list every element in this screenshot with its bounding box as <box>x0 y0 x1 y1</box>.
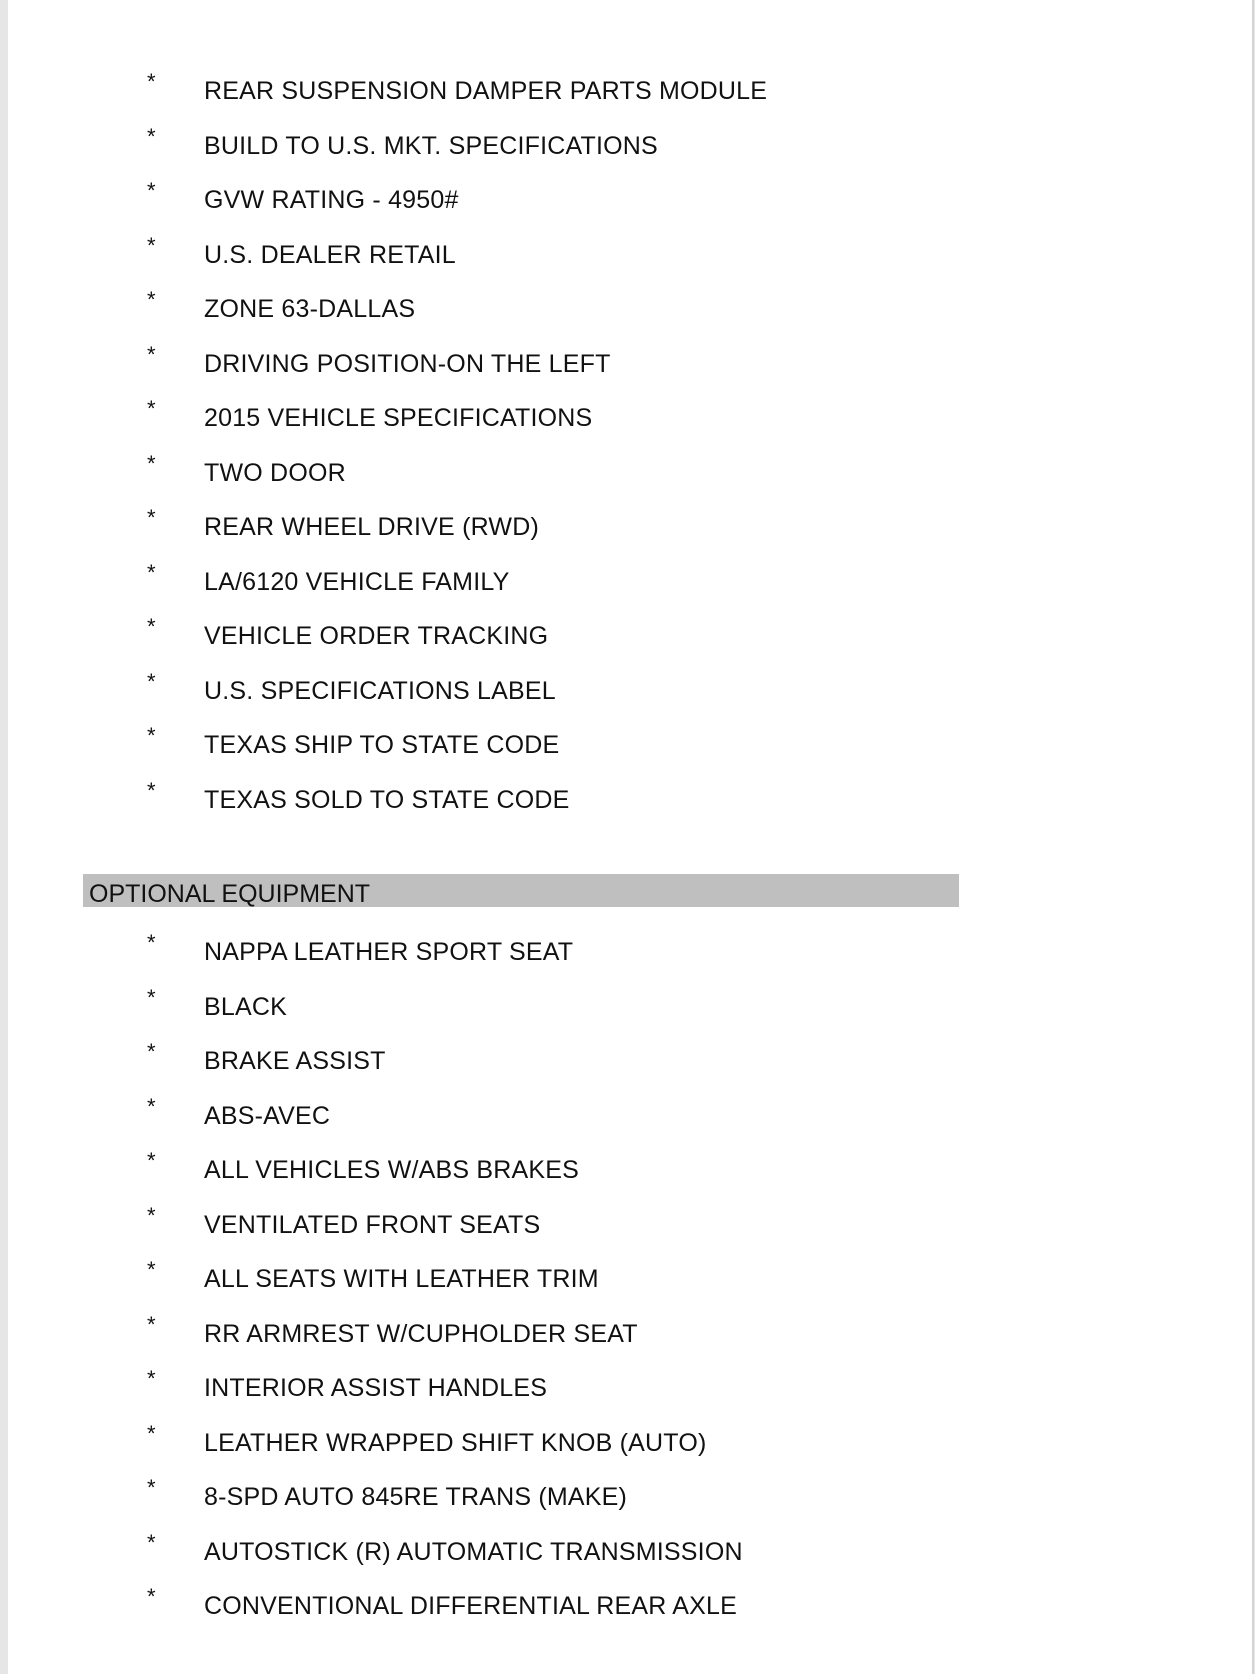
section-title: OPTIONAL EQUIPMENT <box>89 880 371 908</box>
list-item <box>8 177 1108 232</box>
bullet-marker: * <box>147 1420 156 1446</box>
bullet-marker: * <box>147 930 156 955</box>
bullet-marker: * <box>147 232 156 258</box>
list-item <box>8 722 1108 777</box>
list-item <box>8 1311 1108 1366</box>
list-item <box>8 1474 1108 1529</box>
list-item <box>8 1202 1108 1257</box>
list-item <box>8 450 1108 505</box>
item-label: AUTOSTICK (R) AUTOMATIC TRANSMISSION <box>204 1537 743 1566</box>
bullet-marker: * <box>147 723 156 748</box>
bullet-marker: * <box>147 1529 156 1555</box>
document-page <box>8 0 1254 1674</box>
bullet-marker: * <box>147 559 156 585</box>
bullet-marker: * <box>147 1202 156 1228</box>
item-label: 2015 VEHICLE SPECIFICATIONS <box>204 404 593 432</box>
bullet-marker: * <box>147 668 156 694</box>
bullet-marker: * <box>147 1475 156 1500</box>
list-item <box>8 1256 1108 1311</box>
item-label: CONVENTIONAL DIFFERENTIAL REAR AXLE <box>204 1592 738 1620</box>
bullet-marker: * <box>147 505 156 530</box>
bullet-marker: * <box>147 777 156 803</box>
item-label: VEHICLE ORDER TRACKING <box>204 622 549 650</box>
bullet-marker: * <box>147 614 156 639</box>
list-item <box>8 1093 1108 1148</box>
item-label: ALL VEHICLES W/ABS BRAKES <box>204 1156 580 1184</box>
list-item <box>8 68 1108 123</box>
bullet-marker: * <box>147 178 156 203</box>
item-label: 8-SPD AUTO 845RE TRANS (MAKE) <box>204 1483 628 1511</box>
bullet-marker: * <box>147 341 156 367</box>
list-item <box>8 1365 1108 1420</box>
list-item <box>8 1147 1108 1202</box>
standard-equipment-list <box>8 68 1108 831</box>
bullet-marker: * <box>147 984 156 1010</box>
optional-equipment-list <box>8 929 1108 1638</box>
item-label: BUILD TO U.S. MKT. SPECIFICATIONS <box>204 131 658 160</box>
bullet-marker: * <box>147 1584 156 1609</box>
item-label: DRIVING POSITION-ON THE LEFT <box>204 349 611 378</box>
item-label: NAPPA LEATHER SPORT SEAT <box>204 938 574 966</box>
item-label: LEATHER WRAPPED SHIFT KNOB (AUTO) <box>204 1428 707 1457</box>
item-label: TEXAS SHIP TO STATE CODE <box>204 731 560 759</box>
list-item <box>8 504 1108 559</box>
item-label: TEXAS SOLD TO STATE CODE <box>204 785 570 814</box>
list-item <box>8 1420 1108 1475</box>
list-item <box>8 395 1108 450</box>
bullet-marker: * <box>147 1366 156 1391</box>
list-item <box>8 668 1108 723</box>
list-item <box>8 929 1108 984</box>
list-item <box>8 123 1108 178</box>
bullet-marker: * <box>147 69 156 94</box>
list-item <box>8 286 1108 341</box>
list-item <box>8 559 1108 614</box>
item-label: BLACK <box>204 992 287 1021</box>
item-label: TWO DOOR <box>204 458 346 487</box>
bullet-marker: * <box>147 287 156 312</box>
list-item <box>8 1529 1108 1584</box>
list-item <box>8 984 1108 1039</box>
item-label: ALL SEATS WITH LEATHER TRIM <box>204 1265 599 1293</box>
bullet-marker: * <box>147 1311 156 1337</box>
list-item <box>8 1583 1108 1638</box>
bullet-marker: * <box>147 396 156 421</box>
item-label: RR ARMREST W/CUPHOLDER SEAT <box>204 1319 638 1348</box>
item-label: VENTILATED FRONT SEATS <box>204 1210 541 1239</box>
item-label: U.S. SPECIFICATIONS LABEL <box>204 676 556 705</box>
item-label: REAR SUSPENSION DAMPER PARTS MODULE <box>204 77 768 105</box>
bullet-marker: * <box>147 450 156 476</box>
item-label: BRAKE ASSIST <box>204 1047 386 1075</box>
item-label: GVW RATING - 4950# <box>204 186 459 214</box>
item-label: REAR WHEEL DRIVE (RWD) <box>204 513 539 541</box>
item-label: U.S. DEALER RETAIL <box>204 240 456 269</box>
bullet-marker: * <box>147 1148 156 1173</box>
optional-equipment-header <box>83 874 959 907</box>
list-item <box>8 777 1108 832</box>
list-item <box>8 613 1108 668</box>
item-label: ZONE 63-DALLAS <box>204 295 416 323</box>
bullet-marker: * <box>147 1093 156 1119</box>
list-item <box>8 341 1108 396</box>
bullet-marker: * <box>147 1039 156 1064</box>
bullet-marker: * <box>147 1257 156 1282</box>
list-item <box>8 1038 1108 1093</box>
list-item <box>8 232 1108 287</box>
item-label: ABS-AVEC <box>204 1101 331 1130</box>
item-label: LA/6120 VEHICLE FAMILY <box>204 567 510 596</box>
item-label: INTERIOR ASSIST HANDLES <box>204 1374 548 1402</box>
bullet-marker: * <box>147 123 156 149</box>
